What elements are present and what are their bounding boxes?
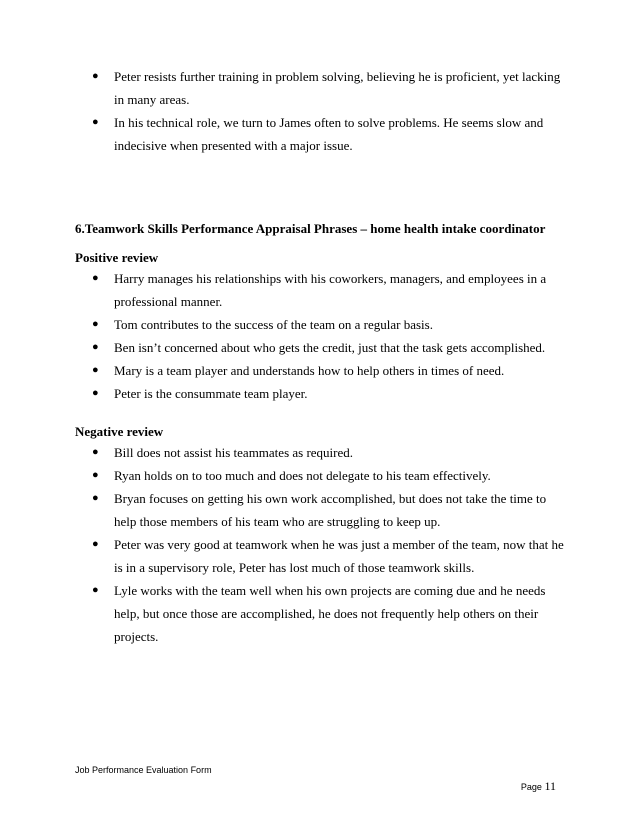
bullet-icon: ● (92, 492, 99, 504)
bullet-icon: ● (92, 116, 99, 128)
list-item (75, 313, 565, 336)
positive-review-list (75, 267, 565, 405)
top-bullet-list (75, 65, 565, 157)
list-item-text: Ben isn’t concerned about who gets the credit, just that the task gets accomplished. (114, 340, 546, 355)
bullet-icon: ● (92, 538, 99, 550)
list-item (75, 579, 565, 648)
list-item-text: Peter is the consummate team player. (114, 386, 308, 401)
list-item (75, 533, 565, 579)
list-item-text: Lyle works with the team well when his own projects are coming due and he needs help, but once those are accomplished, he does not frequently help others on their projects. (114, 583, 546, 644)
bullet-icon: ● (92, 387, 99, 399)
bullet-icon: ● (92, 318, 99, 330)
bullet-icon: ● (92, 272, 99, 284)
list-item-text: Bryan focuses on getting his own work accomplished, but does not take the time to help those members of his team who are struggling to keep up. (114, 491, 547, 529)
list-item (75, 336, 565, 359)
page-label: Page (520, 782, 542, 792)
page-number (521, 779, 556, 794)
list-item-text: In his technical role, we turn to James often to solve problems. He seems slow and indecisive when presented with a major issue. (114, 115, 544, 153)
list-item-text: Ryan holds on to too much and does not delegate to his team effectively. (114, 468, 491, 483)
list-item-text: Bill does not assist his teammates as required. (114, 445, 354, 460)
bullet-icon: ● (92, 341, 99, 353)
page-number-value: 11 (544, 779, 556, 793)
negative-review-list (75, 441, 565, 648)
bullet-icon: ● (92, 584, 99, 596)
bullet-icon: ● (92, 446, 99, 458)
list-item-text: Peter was very good at teamwork when he was just a member of the team, now that he is in a supervisory role, Peter has lost much of those teamwork skills. (114, 537, 564, 575)
bullet-icon: ● (92, 70, 99, 82)
list-item (75, 267, 565, 313)
list-item-text: Mary is a team player and understands how to help others in times of need. (114, 363, 505, 378)
list-item (75, 487, 565, 533)
list-item (75, 382, 565, 405)
list-item (75, 359, 565, 382)
list-item (75, 441, 565, 464)
bullet-icon: ● (92, 364, 99, 376)
bullet-icon: ● (92, 469, 99, 481)
positive-review-heading: Positive review (75, 250, 159, 265)
list-item (75, 65, 565, 111)
list-item (75, 111, 565, 157)
list-item (75, 464, 565, 487)
list-item-text: Peter resists further training in problem solving, believing he is proficient, yet lacking in many areas. (114, 69, 561, 107)
section-heading: 6.Teamwork Skills Performance Appraisal Phrases – home health intake coordinator (75, 221, 546, 236)
list-item-text: Tom contributes to the success of the team on a regular basis. (114, 317, 433, 332)
footer-title: Job Performance Evaluation Form (75, 765, 212, 775)
list-item-text: Harry manages his relationships with his coworkers, managers, and employees in a professional manner. (114, 271, 547, 309)
negative-review-heading: Negative review (75, 424, 164, 439)
